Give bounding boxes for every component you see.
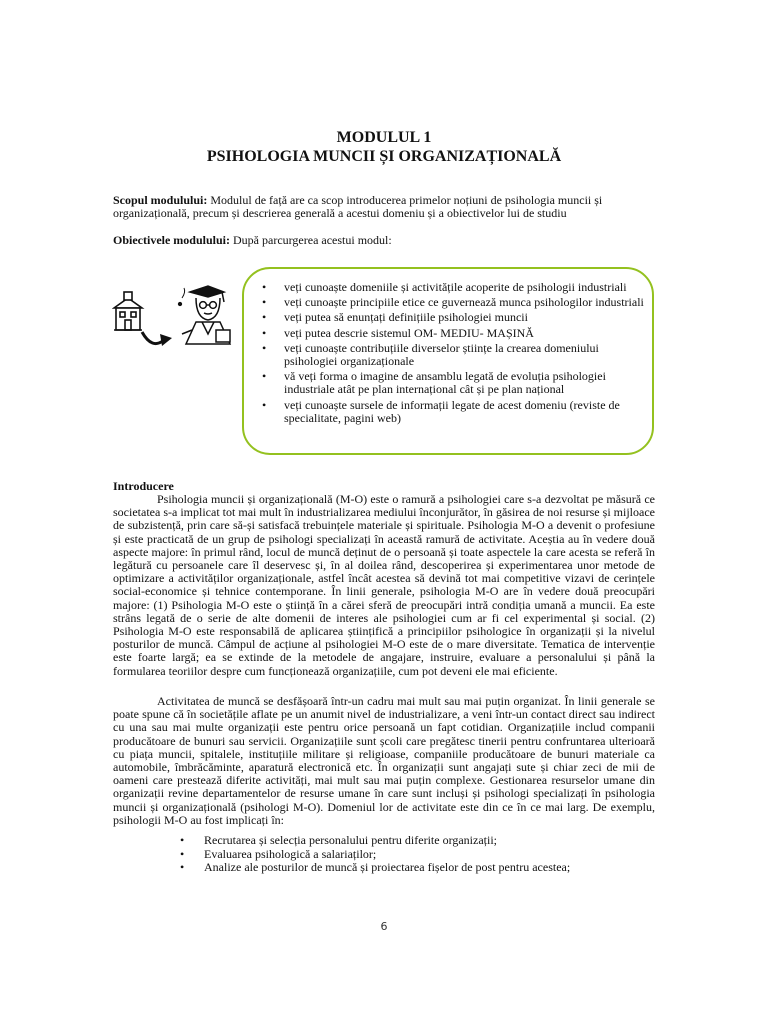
objective-item: • veți cunoaște principiile etice ce guvernează munca psihologilor industriali — [262, 296, 652, 309]
activity-item: • Evaluarea psihologică a salariaților; — [180, 848, 650, 862]
scope-label: Scopul modulului: — [113, 193, 208, 207]
intro-paragraph-2: Activitatea de muncă se desfășoară într-un cadru mai mult sau mai puțin organizat. În linii generale se poate spune că în societățile aflate pe un anumit nivel de industrializare, a veni într-un contact direct sau indirect cu una sau mai multe organizații este pentru orice persoană un fapt cotidian. Organizațiile includ companii producătoare de bunuri sau servicii. Organizațiile sunt școli care pregătesc tinerii pentru confruntarea ulterioară cu piața muncii, spitalele, instituțiile militare și religioase, companiile producătoare de bunuri materiale ca automobile, îmbrăcăminte, aparatură electronică etc. În organizații sunt angajați sute și chiar zeci de mii de oameni care prestează diferite activități, mai mult sau mai puțin complexe. Gestionarea resurselor umane din organizații revine departamentelor de resurse umane în care sunt incluși și psihologi specializați în psihologia muncii și organizațională (psihologi M-O). Domeniul lor de activitate este din ce în ce mai larg. De exemplu, psihologii M-O au fost implicați în: — [113, 694, 655, 827]
scope-paragraph — [113, 194, 655, 220]
student-illustration — [112, 284, 237, 354]
activity-item: • Analize ale posturilor de muncă și proiectarea fișelor de post pentru acestea; — [180, 861, 650, 875]
module-title: PSIHOLOGIA MUNCII ȘI ORGANIZAȚIONALĂ — [206, 148, 562, 165]
objectives-list — [262, 281, 652, 427]
page-title — [0, 128, 768, 166]
section-heading-introducere: Introducere — [113, 479, 174, 493]
school-building-icon — [114, 292, 142, 330]
activities-list — [180, 834, 650, 875]
intro-paragraph-1: Psihologia muncii și organizațională (M-O) este o ramură a psihologiei care s-a dezvoltat pe măsură ce societatea s-a implicat tot mai mult în industrializarea mediului înconjurător, în găsirea de noi resurse și mijloace de subzistență, prin care să-și satisfacă trebuințele materiale și spirituale. Psihologia M-O a devenit o profesiune și este practicată de un grup de psihologi specializați în această ramură de activitate. Aceștia au în vedere două aspecte majore: în primul rând, locul de muncă deținut de o persoană și toate aspectele la care acesta se referă în legătură cu persoanele care îl deservesc și, în al doilea rând, descoperirea și experimentarea unor metode de optimizare a activităților organizaționale, astfel încât acestea să devină tot mai competitive vizavi de cerințele social-economice și tehnice contemporane. În linii generale, psihologia M-O are în vedere două preocupări majore: (1) Psihologia M-O este o știință în a cărei sferă de preocupări intră condiția umană a muncii. Ea este strâns legată de o serie de alte domenii de interes ale psihologiei cum ar fi cel experimental și social. (2) Psihologia M-O este responsabilă de aplicarea științifică a principiilor psihologice în organizații și la nivelul posturilor de muncă. Câmpul de acțiune al psihologiei M-O este de o mare diversitate. Tematica de intervenție este foarte largă; ea se extinde de la metodele de angajare, instruire, evaluare a personalului și până la formularea teoriilor despre cum funcționează organizațiile, cum pot deveni ele mai eficiente. — [113, 492, 655, 678]
arrow-icon — [142, 332, 172, 346]
objective-item: • veți cunoaște contribuțiile diverselor științe la crearea domeniului psihologiei organizaționale — [262, 342, 652, 368]
objectives-label: Obiectivele modulului: — [113, 233, 230, 247]
page-number: 6 — [380, 920, 388, 933]
objective-item: • vă veți forma o imagine de ansamblu legată de evoluția psihologiei industriale atât pe plan internațional cât și pe plan național — [262, 370, 652, 396]
objective-item: • veți putea descrie sistemul OM- MEDIU- MAȘINĂ — [262, 327, 652, 340]
objectives-intro-text: După parcurgerea acestui modul: — [230, 233, 392, 247]
objectives-intro — [113, 234, 655, 247]
graduate-student-icon — [179, 286, 230, 344]
scope-text: Modulul de față are ca scop introducerea primelor noțiuni de psihologia muncii și organizațională, precum și descrierea generală a acestui domeniu și a obiectivelor lui de studiu — [113, 193, 603, 221]
activity-item: • Recrutarea și selecția personalului pentru diferite organizații; — [180, 834, 650, 848]
module-number: MODULUL 1 — [336, 129, 432, 146]
objective-item: • veți cunoaște sursele de informații legate de acest domeniu (reviste de specialitate, pagini web) — [262, 399, 652, 425]
objective-item: • veți cunoaște domeniile și activitățile acoperite de psihologii industriali — [262, 281, 652, 294]
objective-item: • veți putea să enunțați definițiile psihologiei muncii — [262, 311, 652, 324]
